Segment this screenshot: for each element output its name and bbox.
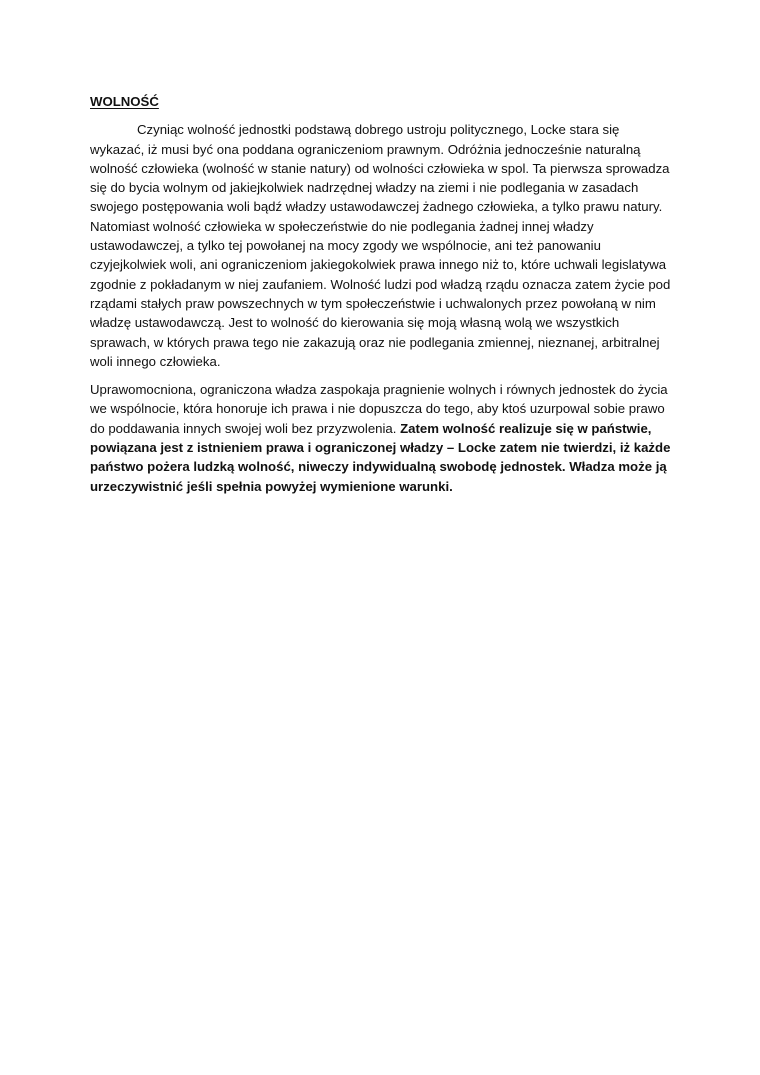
paragraph-legitimate-power bbox=[90, 380, 673, 496]
paragraph-freedom-definition: Czyniąc wolność jednostki podstawą dobrego ustroju politycznego, Locke stara się wykazać, iż musi być ona poddana ograniczeniom prawnym. Odróżnia jednocześnie naturalną wolność człowieka (wolność w stanie natury) od wolności człowieka w spol. Ta pierwsza sprowadza się do bycia wolnym od jakiejkolwiek nadrzędnej władzy na ziemi i nie podlegania w zasadach swojego postępowania woli bądź władzy ustawodawczej żadnego człowieka, a tylko prawu natury. Natomiast wolność człowieka w społeczeństwie do nie podlegania żadnej innej władzy ustawodawczej, a tylko tej powołanej na mocy zgody we wspólnocie, ani też panowaniu czyjejkolwiek woli, ani ograniczeniom jakiegokolwiek prawa innego niż to, które uchwali legislatywa zgodnie z pokładanym w niej zaufaniem. Wolność ludzi pod władzą rządu oznacza zatem życie pod rządami stałych praw powszechnych w tym społeczeństwie i uchwalonych przez powołaną w nim władzę ustawodawczą. Jest to wolność do kierowania się moją własną wolą we wszystkich sprawach, w których prawa tego nie zakazują oraz nie podlegania zmiennej, nieznanej, arbitralnej woli innego człowieka. bbox=[90, 122, 671, 369]
paragraph-bold-conclusion: Zatem wolność realizuje się w państwie, powiązana jest z istnieniem prawa i ograniczonej władzy – Locke zatem nie twierdzi, iż każde państwo pożera ludzką wolność, niweczy indywidualną swobodę jednostek. Władza może ją urzeczywistnić jeśli spełnia powyżej wymienione warunki. bbox=[90, 420, 671, 494]
document-heading: WOLNOŚĆ bbox=[90, 94, 159, 109]
document-body bbox=[90, 92, 673, 496]
paragraph-regular-text: Uprawomocniona, ograniczona władza zaspokaja pragnienie wolnych i równych jednostek do życia we wspólnocie, która honoruje ich prawa i nie dopuszcza do tego, aby ktoś uzurpowal sobie prawo do poddawania innych swojej woli bez przyzwolenia. bbox=[90, 382, 668, 436]
